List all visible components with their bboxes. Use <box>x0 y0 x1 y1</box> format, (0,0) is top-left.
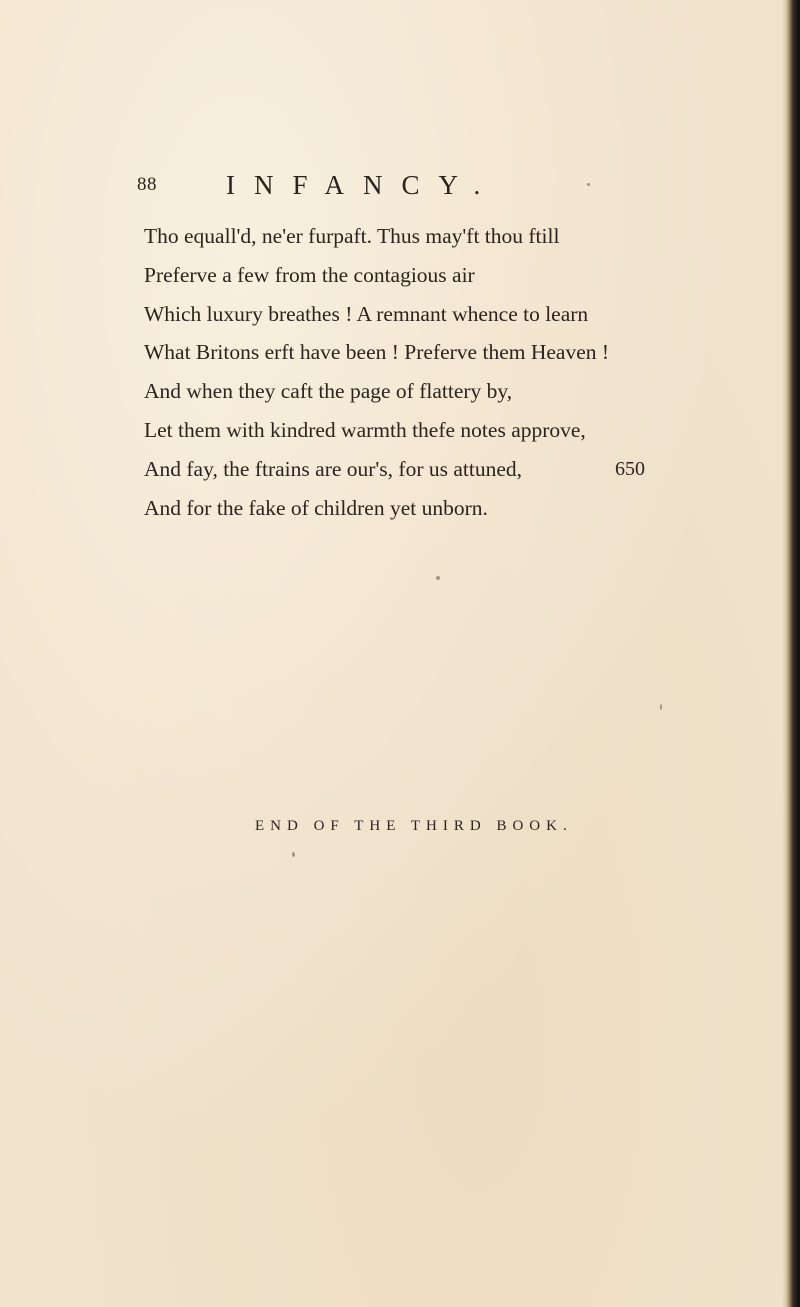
running-head <box>0 172 800 202</box>
verse-line-text: And when they caft the page of flattery by, <box>144 379 513 404</box>
verse-line <box>144 217 704 256</box>
verse-line <box>144 295 704 334</box>
running-head-title: INFANCY. <box>226 170 500 200</box>
ink-speck <box>292 852 295 857</box>
book-end-notice: END OF THE THIRD BOOK. <box>255 818 573 834</box>
verse-line-text: And for the fake of children yet unborn. <box>144 495 488 520</box>
verse-line <box>144 256 704 295</box>
verse-line <box>144 333 704 372</box>
verse-line-text: And fay, the ftrains are our's, for us attuned, <box>144 456 523 481</box>
verse-line-text: What Britons erft have been ! Preferve them Heaven ! <box>144 340 610 365</box>
verse-line <box>144 372 704 411</box>
verse-line-text: Tho equall'd, ne'er furpaft. Thus may'ft thou ftill <box>144 224 560 248</box>
page-edge-shadow <box>782 0 800 1307</box>
poem-text <box>144 217 704 527</box>
ink-speck <box>436 576 440 580</box>
verse-line-text: Which luxury breathes ! A remnant whence to learn <box>144 301 589 326</box>
ink-speck <box>660 704 662 710</box>
ink-speck <box>587 183 590 186</box>
verse-line <box>144 411 704 450</box>
page-number: 88 <box>137 174 157 195</box>
verse-line-text: Preferve a few from the contagious air <box>144 262 475 287</box>
verse-line-text: Let them with kindred warmth thefe notes approve, <box>144 417 586 442</box>
verse-line <box>144 450 704 489</box>
line-number: 650 <box>615 457 645 480</box>
verse-line <box>144 489 704 528</box>
